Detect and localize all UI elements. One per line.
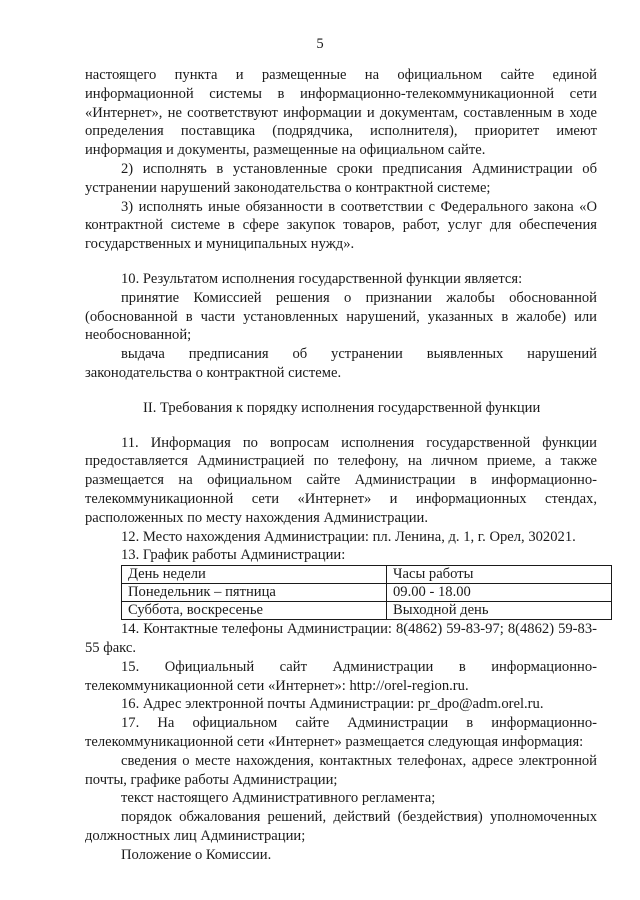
paragraph: 15. Официальный сайт Администрации в информационно-телекоммуникационной сети «Интернет»: http://orel-region.ru. [85,658,597,694]
paragraph: 17. На официальном сайте Администрации в информационно-телекоммуникационной сети «Интернет» размещается следующая информация: [85,715,597,750]
paragraph: 13. График работы Администрации: [121,547,346,564]
paragraph: текст настоящего Административного регламента; [121,790,436,807]
page-number: 5 [316,36,324,52]
schedule-table [121,565,612,620]
table-header-cell: Часы работы [387,566,612,584]
paragraph: порядок обжалования решений, действий (бездействия) уполномоченных должностных лиц Администрации; [85,809,597,844]
table-cell: 09.00 - 18.00 [387,584,612,602]
paragraph: 14. Контактные телефоны Администрации: 8(4862) 59-83-97; 8(4862) 59-83-55 факс. [85,621,597,656]
table-row [122,584,612,602]
paragraph: Положение о Комиссии. [121,846,272,863]
section-heading: II. Требования к порядку исполнения государственной функции [143,399,541,416]
table-header-cell: День недели [122,566,387,584]
paragraph: 12. Место нахождения Администрации: пл. Ленина, д. 1, г. Орел, 302021. [121,528,576,545]
table-cell: Понедельник – пятница [122,584,387,602]
paragraph: 2) исполнять в установленные сроки предписания Администрации об устранении нарушений законодательства о контрактной системе; [85,160,597,196]
paragraph: сведения о месте нахождения, контактных телефонах, адресе электронной почты, графике работы Администрации; [85,752,597,788]
table-row [122,602,612,620]
paragraph: 10. Результатом исполнения государственной функции является: [121,270,523,287]
paragraph: выдача предписания об устранении выявленных нарушений законодательства о контрактной системе. [85,346,597,381]
paragraph: 11. Информация по вопросам исполнения государственной функции предоставляется Администрацией по телефону, на личном приеме, а также размещается на официальном сайте Администрации в информационно-телекоммуникационной сети «Интернет» и информационных стендах, расположенных по месту нахождения Администрации. [85,434,597,526]
paragraph: принятие Комиссией решения о признании жалобы обоснованной (обоснованной в части установленных нарушений, указанных в жалобе) или необоснованной; [85,289,597,344]
document-body [85,66,597,864]
paragraph: 3) исполнять иные обязанности в соответствии с Федерального закона «О контрактной системе в сфере закупок товаров, работ, услуг для обеспечения государственных и муниципальных нужд». [85,198,597,253]
table-cell: Суббота, воскресенье [122,602,387,620]
table-header-row [122,566,612,584]
table-cell: Выходной день [387,602,612,620]
paragraph: 16. Адрес электронной почты Администрации: pr_dpo@adm.orel.ru. [121,696,544,713]
paragraph: настоящего пункта и размещенные на официальном сайте единой информационной системы в информационно-телекоммуникационной сети «Интернет», не соответствуют информации и документам, составленным в ходе определения поставщика (подрядчика, исполнителя), приоритет имеют информация и документы, размещенные на официальном сайте. [85,67,597,159]
